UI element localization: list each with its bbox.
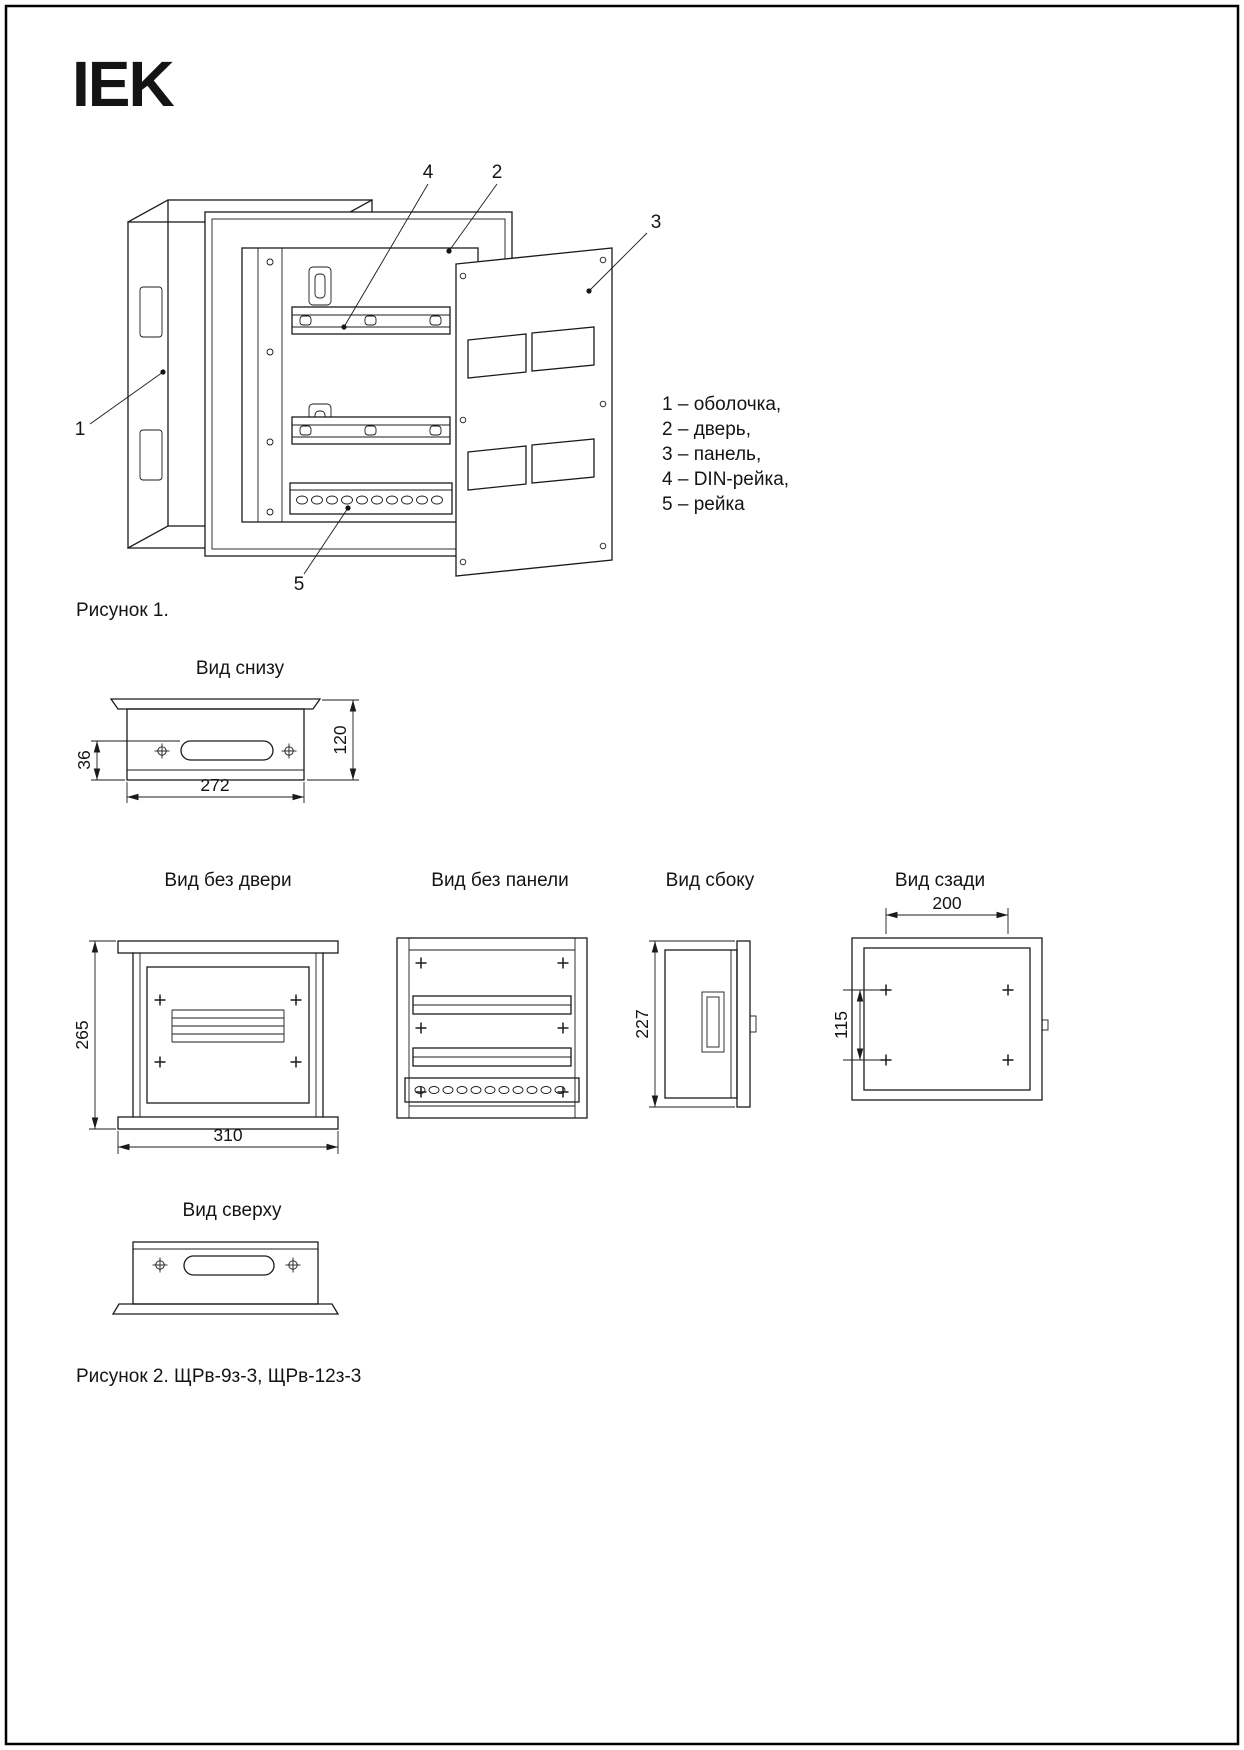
svg-text:120: 120 xyxy=(330,725,350,755)
svg-text:227: 227 xyxy=(632,1009,652,1039)
mount-cross xyxy=(291,995,302,1006)
legend xyxy=(662,394,789,515)
mount-cross xyxy=(291,1057,302,1068)
view-top-title: Вид сверху xyxy=(182,1200,282,1221)
shell-knockout-top xyxy=(140,287,162,337)
figure2-caption: Рисунок 2. ЩРв-9з-3, ЩРв-12з-3 xyxy=(76,1366,362,1387)
part-rail xyxy=(290,483,452,514)
view-back xyxy=(831,870,1048,1100)
perforated-rail xyxy=(405,1078,579,1102)
legend-item: 1 – оболочка, xyxy=(662,394,782,415)
din-rail-band xyxy=(172,1010,284,1042)
svg-text:36: 36 xyxy=(74,750,94,770)
svg-text:272: 272 xyxy=(200,775,230,795)
dim-back-holes xyxy=(831,990,884,1060)
dim-bottom-depth xyxy=(307,700,359,780)
screw-mark xyxy=(282,744,297,759)
svg-text:265: 265 xyxy=(72,1020,92,1050)
svg-text:310: 310 xyxy=(213,1125,243,1145)
view-side xyxy=(632,870,756,1107)
top-flange xyxy=(113,1304,338,1314)
view-no-panel-title: Вид без панели xyxy=(431,870,569,891)
mount-cross xyxy=(416,1023,427,1034)
cable-slot xyxy=(184,1256,274,1275)
legend-item: 2 – дверь, xyxy=(662,419,751,440)
view-back-title: Вид сзади xyxy=(894,870,986,891)
mount-cross xyxy=(155,1057,166,1068)
exploded-view-figure xyxy=(75,162,789,621)
screw-mark xyxy=(155,744,170,759)
view-no-door xyxy=(72,870,338,1154)
mount-cross xyxy=(155,995,166,1006)
din-rail-2 xyxy=(413,1048,571,1066)
bottom-flange xyxy=(111,699,320,709)
latch-mark xyxy=(750,1016,756,1032)
svg-text:115: 115 xyxy=(831,1011,851,1039)
mount-hole xyxy=(1003,1055,1014,1066)
screw-mark xyxy=(286,1258,301,1273)
svg-text:1: 1 xyxy=(74,419,86,440)
cable-slot xyxy=(181,741,273,760)
dim-back-width xyxy=(886,893,1008,934)
view-top xyxy=(113,1200,338,1314)
part-panel xyxy=(456,248,612,576)
figure1-caption: Рисунок 1. xyxy=(76,600,169,621)
svg-text:5: 5 xyxy=(293,574,305,595)
side-flange xyxy=(737,941,750,1107)
side-lock-detail xyxy=(702,992,724,1052)
mount-hole xyxy=(1003,985,1014,996)
view-no-door-title: Вид без двери xyxy=(164,870,292,891)
shell-knockout-bottom xyxy=(140,430,162,480)
mount-cross xyxy=(558,1023,569,1034)
dim-side-depth xyxy=(632,941,735,1107)
dim-bottom-width xyxy=(127,775,304,803)
svg-text:2: 2 xyxy=(491,162,503,183)
view-side-title: Вид сбоку xyxy=(665,870,755,891)
legend-item: 5 – рейка xyxy=(662,494,745,515)
mount-cross xyxy=(558,958,569,969)
svg-text:3: 3 xyxy=(650,212,662,233)
svg-text:4: 4 xyxy=(422,162,434,183)
view-bottom-title: Вид снизу xyxy=(195,658,285,679)
screw-mark xyxy=(153,1258,168,1273)
iek-logo: IEK xyxy=(72,48,173,120)
perforation-holes xyxy=(415,1087,565,1094)
mount-cross xyxy=(416,958,427,969)
mount-cross xyxy=(416,1087,427,1098)
legend-item: 4 – DIN-рейка, xyxy=(662,469,790,490)
din-rail-1 xyxy=(413,996,571,1014)
dim-no-door-height xyxy=(72,941,116,1129)
svg-text:200: 200 xyxy=(932,893,962,913)
mount-cross xyxy=(558,1087,569,1098)
callout-1 xyxy=(75,369,166,440)
view-bottom xyxy=(74,658,359,803)
legend-item: 3 – панель, xyxy=(662,444,762,465)
latch-mark xyxy=(1042,1020,1048,1030)
view-no-panel xyxy=(397,870,587,1118)
